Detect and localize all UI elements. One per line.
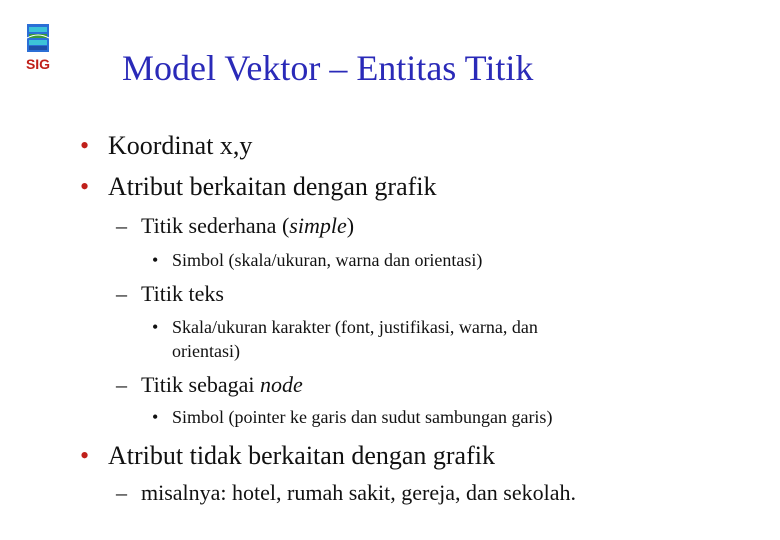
sub-text: )	[346, 213, 355, 238]
sub-misalnya: misalnya: hotel, rumah sakit, gereja, dan sekolah.	[141, 480, 576, 505]
subbullet-marker: •	[152, 250, 159, 270]
item-simbol-skala: Simbol (skala/ukuran, warna dan orientasi)	[172, 250, 483, 270]
item-skala-karakter-1: Skala/ukuran karakter (font, justifikasi, warna, dan	[172, 317, 538, 337]
subbullet-marker: •	[152, 407, 159, 427]
bullet-marker: •	[80, 172, 90, 201]
slide-title: Model Vektor – Entitas Titik	[122, 48, 534, 88]
logo-text: SIG	[25, 56, 51, 72]
sub-titik-sederhana	[141, 215, 354, 237]
sub-italic: simple	[289, 213, 347, 238]
bullet-koordinat: Koordinat x,y	[108, 131, 253, 160]
sub-titik-teks: Titik teks	[141, 281, 224, 306]
bullet-marker: •	[80, 131, 90, 160]
sub-text: Titik sederhana (	[141, 213, 290, 238]
dash-marker: –	[116, 213, 127, 238]
bullet-atribut-tidak-grafik: Atribut tidak berkaitan dengan grafik	[108, 441, 495, 470]
sub-titik-node	[141, 374, 303, 396]
subbullet-marker: •	[152, 317, 159, 337]
item-skala-karakter-2: orientasi)	[172, 341, 240, 361]
sub-text: Titik sebagai	[141, 372, 260, 397]
sub-italic: node	[259, 372, 303, 397]
dash-marker: –	[116, 281, 127, 306]
dash-marker: –	[116, 480, 127, 505]
bullet-marker: •	[80, 441, 90, 470]
item-simbol-pointer: Simbol (pointer ke garis dan sudut sambungan garis)	[172, 407, 553, 427]
dash-marker: –	[116, 372, 127, 397]
bullet-atribut-grafik: Atribut berkaitan dengan grafik	[108, 172, 437, 201]
